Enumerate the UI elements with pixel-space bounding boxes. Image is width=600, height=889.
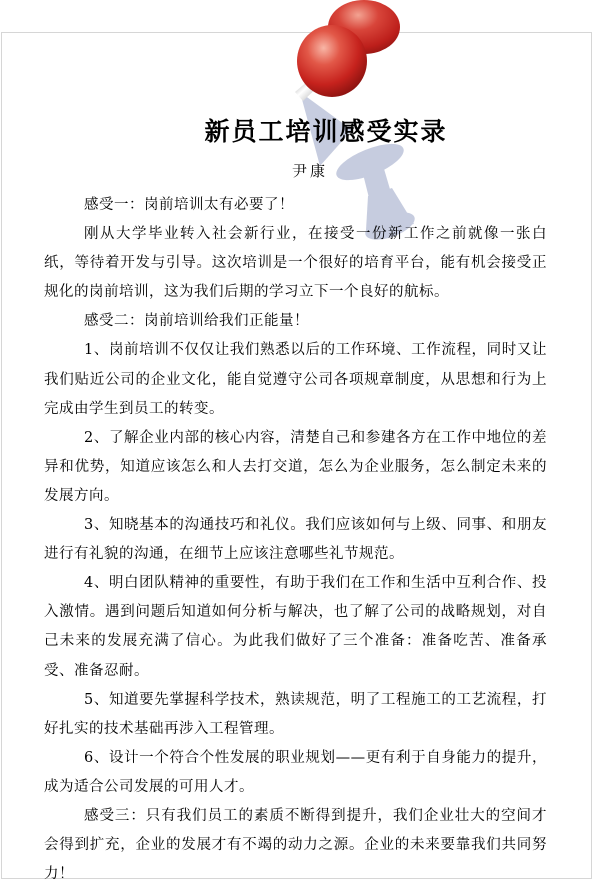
paragraph-heading-2: 感受二：岗前培训给我们正能量！	[84, 313, 309, 330]
paragraph-item-2: 2、了解企业内部的核心内容，清楚自己和参建各方在工作中地位的差异和优势，知道应该怎么和人去打交道，怎么为企业服务，怎么制定未来的发展方向。	[44, 429, 547, 504]
paragraph-item-6: 6、设计一个符合个性发展的职业规划——更有利于自身能力的提升，成为适合公司发展的可用人才。	[44, 749, 547, 795]
paragraph-item-3: 3、知晓基本的沟通技巧和礼仪。我们应该如何与上级、同事、和朋友进行有礼貌的沟通，在细节上应该注意哪些礼节规范。	[44, 517, 547, 563]
paragraph-heading-3: 感受三：只有我们员工的素质不断得到提升，我们企业壮大的空间才会得到扩充，企业的发展才有不竭的动力之源。企业的未来要靠我们共同努力！	[44, 807, 547, 883]
paragraph: 刚从大学毕业转入社会新行业，在接受一份新工作之前就像一张白纸，等待着开发与引导。这次培训是一个很好的培育平台，能有机会接受正规化的岗前培训，这为我们后期的学习立下一个良好的航标。	[44, 226, 547, 301]
paragraph-heading-1: 感受一：岗前培训太有必要了！	[84, 197, 294, 213]
document-body	[44, 191, 547, 889]
paragraph-item-4: 4、明白团队精神的重要性，有助于我们在工作和生活中互利合作、投入激情。遇到问题后知道如何分析与解决，也了解了公司的战略规划，对自己未来的发展充满了信心。为此我们做好了三个准备：准备吃苦、准备承受、准备忍耐。	[44, 575, 547, 679]
document-title: 新员工培训感受实录	[204, 117, 448, 146]
paragraph-item-1: 1、岗前培训不仅仅让我们熟悉以后的工作环境、工作流程，同时又让我们贴近公司的企业文化，能自觉遵守公司各项规章制度，从思想和行为上完成由学生到员工的转变。	[44, 342, 547, 417]
document-author: 尹康	[291, 162, 328, 180]
paragraph-item-5: 5、知道要先掌握科学技术，熟读规范，明了工程施工的工艺流程，打好扎实的技术基础再涉入工程管理。	[44, 691, 547, 737]
